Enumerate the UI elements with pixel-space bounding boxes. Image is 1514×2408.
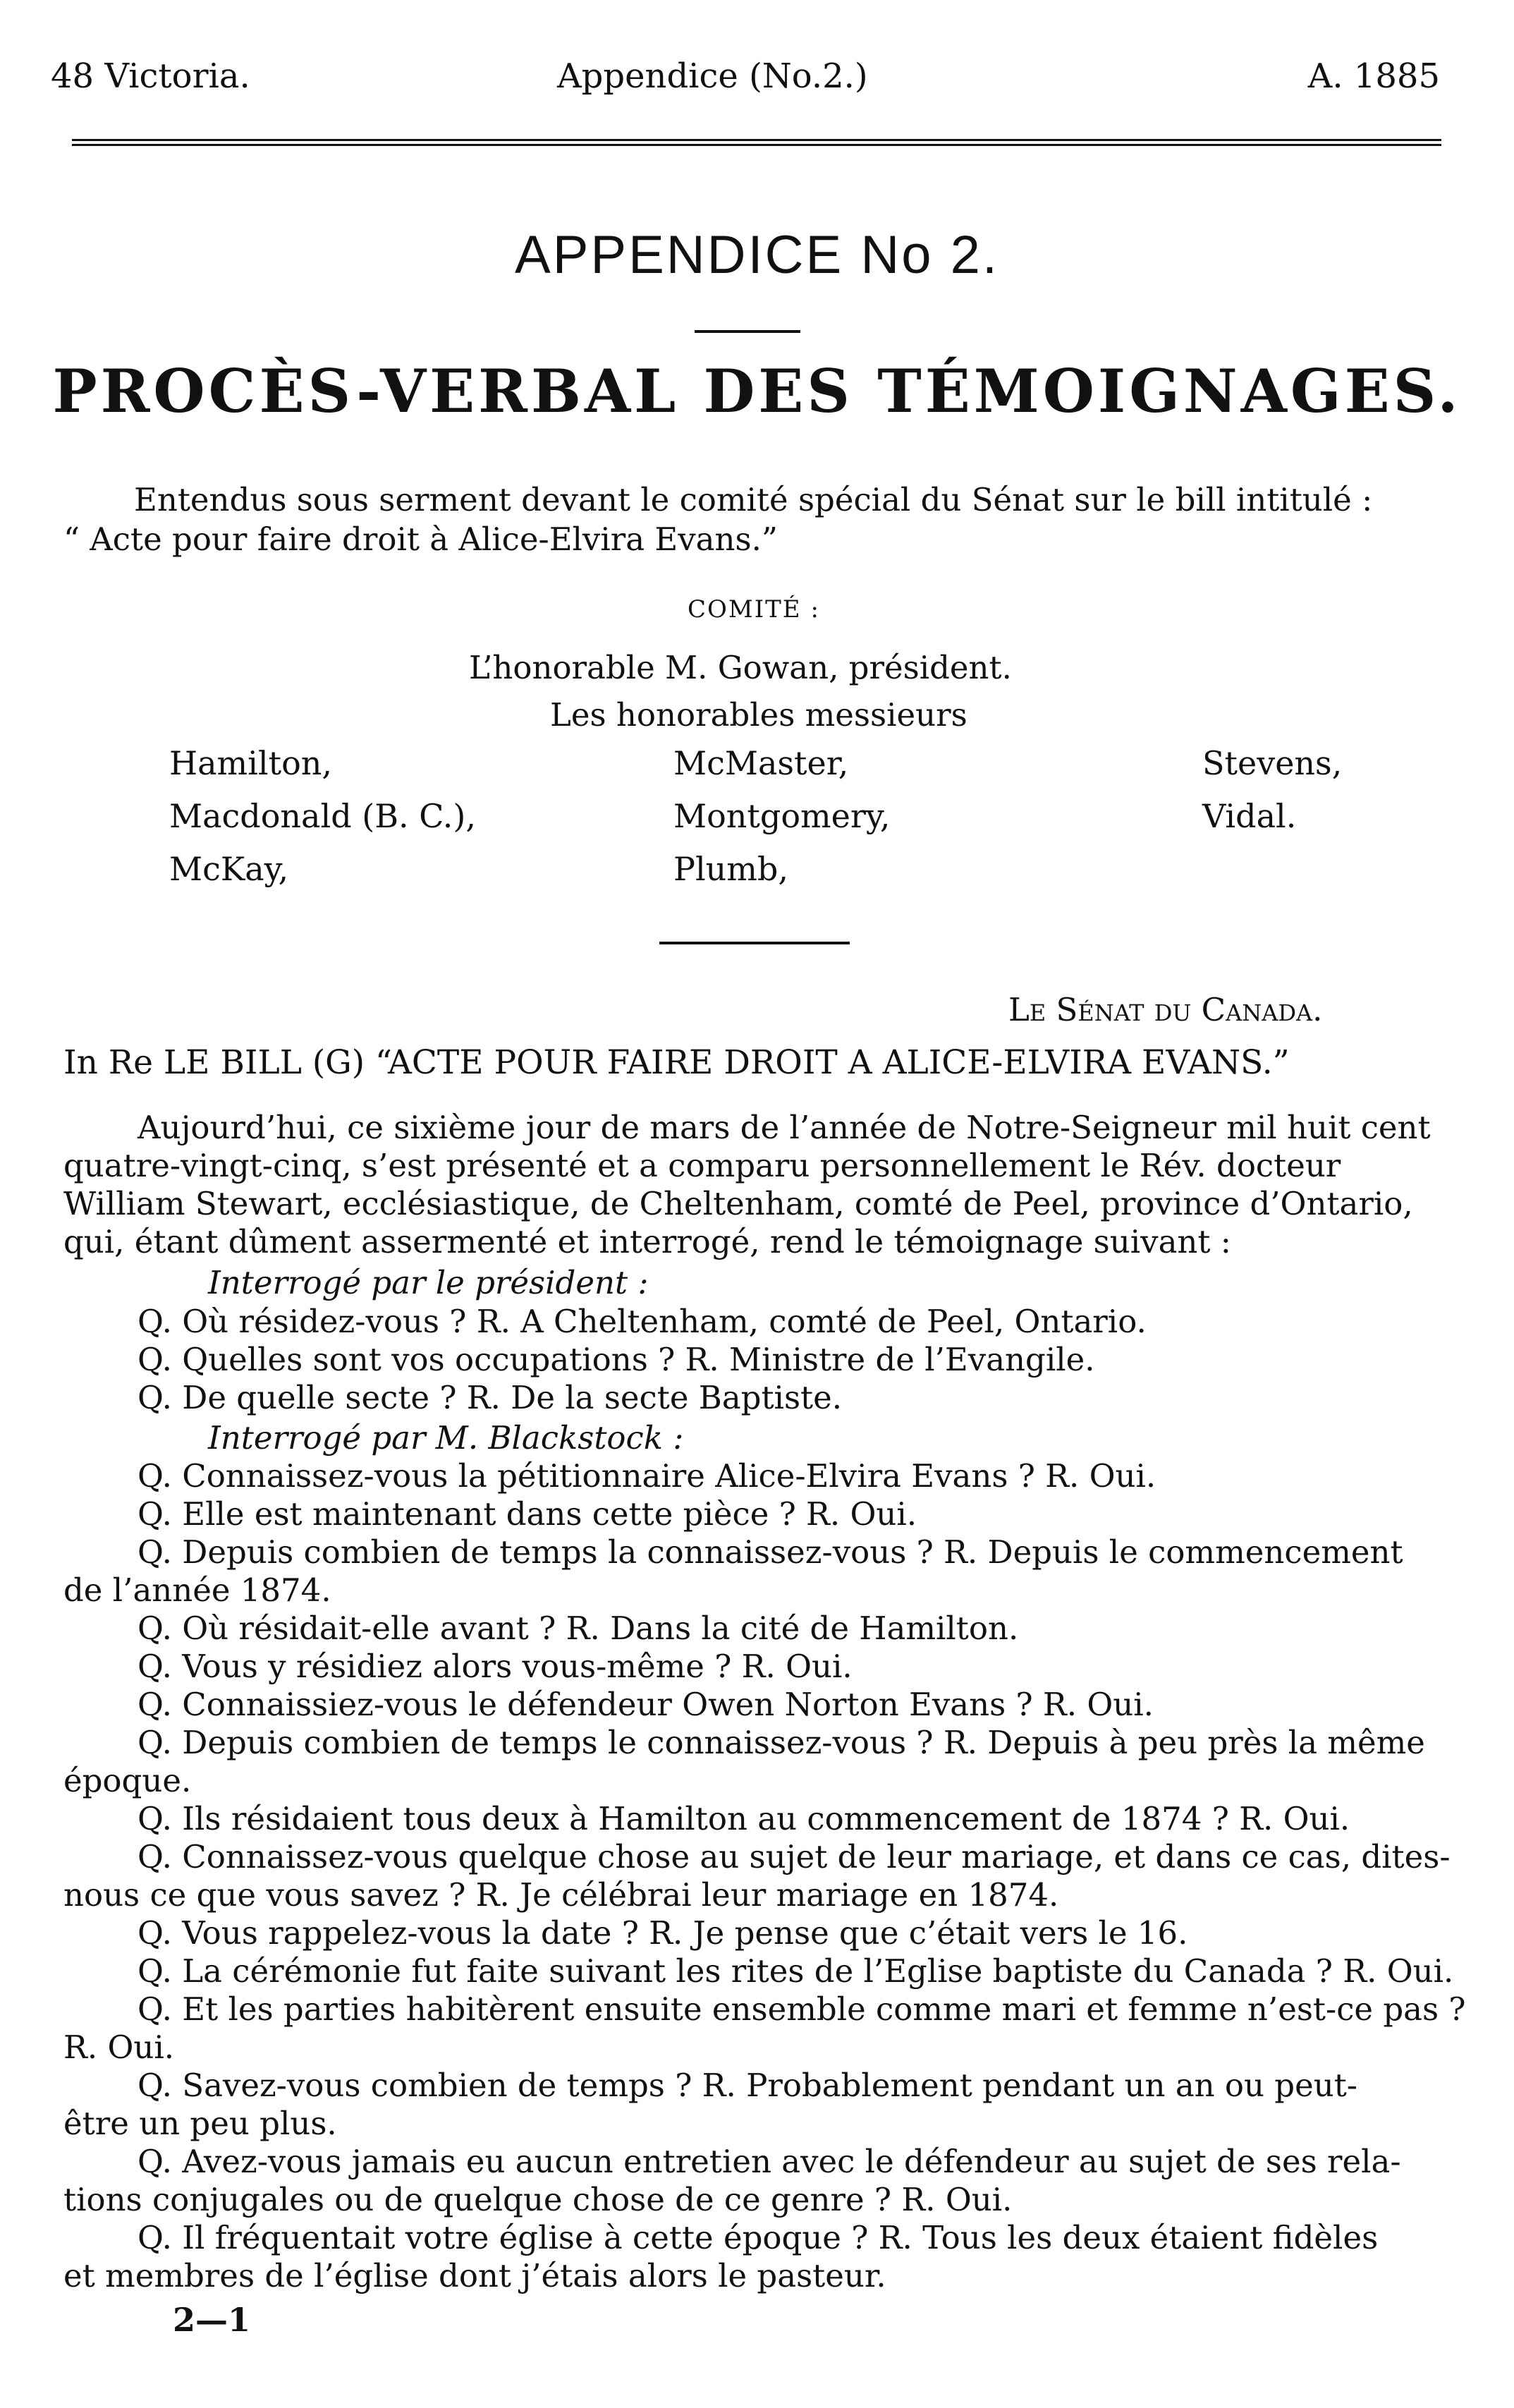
qa-line: Q. Connaissiez-vous le défendeur Owen Norton Evans ? R. Oui. <box>138 1686 1154 1723</box>
qa-line: Q. Depuis combien de temps la connaissez-vous ? R. Depuis le commencement <box>138 1533 1403 1571</box>
qa-line: Q. Ils résidaient tous deux à Hamilton au commencement de 1874 ? R. Oui. <box>138 1800 1350 1837</box>
qa-line: époque. <box>63 1762 192 1799</box>
qa-line: Q. De quelle secte ? R. De la secte Baptiste. <box>138 1379 843 1416</box>
senate-label: Le Sénat du Canada. <box>1008 991 1323 1028</box>
appendix-title: APPENDICE No 2. <box>515 225 999 285</box>
qa-line: nous ce que vous savez ? R. Je célébrai leur mariage en 1874. <box>63 1876 1059 1914</box>
intro-line-2: “ Acte pour faire droit à Alice-Elvira Evans.” <box>63 521 778 558</box>
qa-line: Q. Où résidez-vous ? R. A Cheltenham, comté de Peel, Ontario. <box>138 1303 1147 1340</box>
qa-line: et membres de l’église dont j’étais alors le pasteur. <box>63 2257 886 2294</box>
committee-president: L’honorable M. Gowan, président. <box>469 649 1012 686</box>
opening-line-4: qui, étant dûment assermenté et interrogé, rend le témoignage suivant : <box>63 1223 1231 1260</box>
member-col2-1: McMaster, <box>673 744 849 782</box>
header-double-rule <box>72 139 1441 146</box>
qa-line: Q. Il fréquentait votre église à cette époque ? R. Tous les deux étaient fidèles <box>138 2219 1379 2256</box>
member-col1-2: Macdonald (B. C.), <box>169 797 477 835</box>
qa-line: Q. Et les parties habitèrent ensuite ensemble comme mari et femme n’est-ce pas ? <box>138 1990 1466 2028</box>
section-divider <box>659 942 850 944</box>
running-head-center: Appendice (No.2.) <box>557 56 868 96</box>
committee-heading: COMITÉ : <box>688 595 820 624</box>
in-re-heading: In Re LE BILL (G) “ACTE POUR FAIRE DROIT A ALICE-ELVIRA EVANS.” <box>63 1043 1290 1082</box>
member-col1-3: McKay, <box>169 850 289 888</box>
running-head-right: A. 1885 <box>1307 56 1440 96</box>
member-col3-1: Stevens, <box>1202 744 1343 782</box>
qa-line: Q. Vous rappelez-vous la date ? R. Je pense que c’était vers le 16. <box>138 1914 1188 1952</box>
qa-line: de l’année 1874. <box>63 1571 331 1609</box>
intro-line-1: Entendus sous serment devant le comité spécial du Sénat sur le bill intitulé : <box>134 481 1373 518</box>
qa-line: Q. Où résidait-elle avant ? R. Dans la cité de Hamilton. <box>138 1610 1019 1647</box>
signature-mark: 2—1 <box>173 2301 251 2339</box>
opening-line-1: Aujourd’hui, ce sixième jour de mars de l’année de Notre-Seigneur mil huit cent <box>138 1109 1431 1146</box>
qa-line: Q. La cérémonie fut faite suivant les rites de l’Eglise baptiste du Canada ? R. Oui. <box>138 1952 1454 1990</box>
section-by-president: Interrogé par le président : <box>208 1264 649 1301</box>
running-head-left: 48 Victoria. <box>51 56 250 96</box>
qa-line: Q. Avez-vous jamais eu aucun entretien avec le défendeur au sujet de ses rela- <box>138 2143 1401 2180</box>
qa-line: Q. Connaissez-vous quelque chose au sujet de leur mariage, et dans ce cas, dites- <box>138 1838 1451 1875</box>
qa-line: Q. Vous y résidiez alors vous-même ? R. Oui. <box>138 1648 853 1685</box>
member-col3-2: Vidal. <box>1202 797 1297 835</box>
opening-line-3: William Stewart, ecclésiastique, de Cheltenham, comté de Peel, province d’Ontario, <box>63 1185 1413 1222</box>
qa-line: Q. Elle est maintenant dans cette pièce ? R. Oui. <box>138 1495 917 1533</box>
title-divider <box>695 330 800 333</box>
qa-line: Q. Connaissez-vous la pétitionnaire Alice-Elvira Evans ? R. Oui. <box>138 1457 1156 1495</box>
member-col2-2: Montgomery, <box>673 797 891 835</box>
qa-line: être un peu plus. <box>63 2105 337 2142</box>
section-by-blackstock: Interrogé par M. Blackstock : <box>208 1419 684 1457</box>
document-title: PROCÈS-VERBAL DES TÉMOIGNAGES. <box>52 356 1462 426</box>
committee-members-intro: Les honorables messieurs <box>550 696 967 734</box>
member-col1-1: Hamilton, <box>169 744 333 782</box>
opening-line-2: quatre-vingt-cinq, s’est présenté et a comparu personnellement le Rév. docteur <box>63 1147 1341 1184</box>
qa-line: Q. Savez-vous combien de temps ? R. Probablement pendant un an ou peut- <box>138 2067 1358 2104</box>
member-col2-3: Plumb, <box>673 850 788 888</box>
qa-line: Q. Depuis combien de temps le connaissez-vous ? R. Depuis à peu près la même <box>138 1724 1425 1761</box>
qa-line: R. Oui. <box>63 2029 175 2066</box>
qa-line: tions conjugales ou de quelque chose de ce genre ? R. Oui. <box>63 2181 1013 2218</box>
qa-line: Q. Quelles sont vos occupations ? R. Ministre de l’Evangile. <box>138 1341 1095 1378</box>
